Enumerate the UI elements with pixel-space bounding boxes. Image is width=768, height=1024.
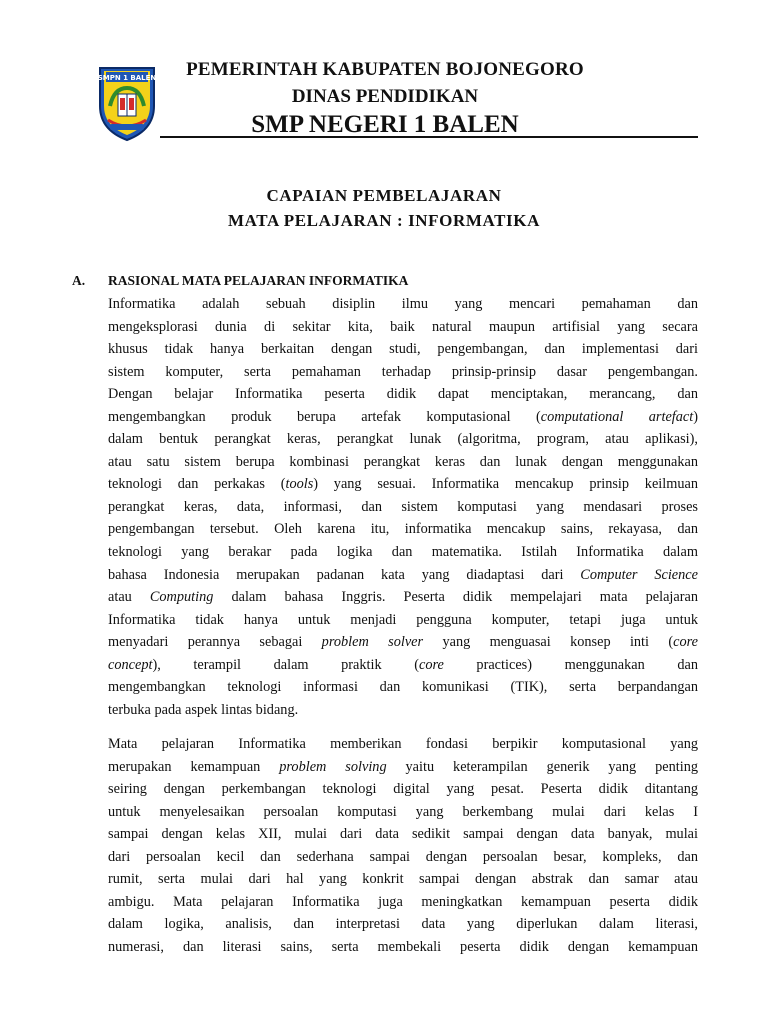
title-line-2: MATA PELAJARAN : INFORMATIKA	[228, 211, 540, 230]
text-line: mengembangkan produk berupa artefak komputasional (computational artefact)	[108, 408, 698, 425]
text-line: concept), terampil dalam praktik (core practices) menggunakan dan	[108, 656, 698, 673]
letterhead-divider	[160, 136, 698, 138]
section-title: RASIONAL MATA PELAJARAN INFORMATIKA	[108, 273, 409, 288]
paragraph-rationale	[108, 293, 698, 721]
text-line: sampai dengan kelas XII, mulai dari data sedikit sampai dengan data banyak, mulai	[108, 826, 698, 843]
text-line: menyadari perannya sebagai problem solver yang menguasai konsep inti (core	[108, 634, 698, 651]
paragraph-foundation	[108, 733, 698, 958]
text-line: sistem komputer, serta pemahaman terhadap prinsip-prinsip dasar pengembangan.	[108, 363, 698, 380]
letterhead	[0, 0, 768, 150]
section-number: A.	[72, 273, 86, 288]
text-line: khusus tidak hanya berkaitan dengan studi, pengembangan, dan implementasi dari	[108, 341, 698, 358]
text-line: untuk menyelesaikan persoalan komputasi yang berkembang mulai dari kelas I	[108, 803, 698, 820]
letterhead-government: PEMERINTAH KABUPATEN BOJONEGORO	[186, 59, 584, 80]
text-line: pengembangan tersebut. Oleh karena itu, informatika mencakup sains, rekayasa, dan	[108, 521, 698, 538]
text-line: bahasa Indonesia merupakan padanan kata yang diadaptasi dari Computer Science	[108, 566, 698, 583]
text-line: perangkat keras, data, informasi, dan sistem komputasi yang mendasari proses	[108, 498, 698, 515]
text-line: Informatika adalah sebuah disiplin ilmu yang mencari pemahaman dan	[108, 296, 698, 312]
title-line-1: CAPAIAN PEMBELAJARAN	[266, 186, 502, 205]
text-line: merupakan kemampuan problem solving yaitu keterampilan generik yang penting	[108, 758, 698, 775]
letterhead-department: DINAS PENDIDIKAN	[291, 86, 479, 107]
text-line: seiring dengan perkembangan teknologi digital yang pesat. Peserta didik ditantang	[108, 781, 698, 798]
text-line: atau satu sistem berupa kombinasi perangkat keras dan lunak dengan menggunakan	[108, 453, 698, 470]
text-line: dari persoalan kecil dan sederhana sampai dengan persoalan besar, kompleks, dan	[108, 848, 698, 865]
document-title	[0, 183, 768, 233]
text-line: terbuka pada aspek lintas bidang.	[108, 701, 299, 718]
text-line: mengembangkan teknologi informasi dan komunikasi (TIK), serta berpandangan	[108, 679, 698, 696]
text-line: Dengan belajar Informatika peserta didik dapat menciptakan, merancang, dan	[108, 386, 698, 403]
text-line: atau Computing dalam bahasa Inggris. Peserta didik mempelajari mata pelajaran	[108, 589, 698, 606]
logo-text: SMPN 1 BALEN	[97, 74, 157, 82]
text-line: mengeksplorasi dunia di sekitar kita, baik natural maupun artifisial yang secara	[108, 318, 698, 335]
text-line: numerasi, dan literasi sains, serta membekali peserta didik dengan kemampuan	[108, 938, 698, 955]
text-line: rumit, serta mulai dari hal yang konkrit sampai dengan abstrak dan samar atau	[108, 871, 698, 888]
letterhead-school-name: SMP NEGERI 1 BALEN	[251, 111, 519, 138]
text-line: dalam logika, analisis, dan interpretasi data yang diperlukan dalam literasi,	[108, 916, 698, 933]
text-line: dalam bentuk perangkat keras, perangkat lunak (algoritma, program, atau aplikasi),	[108, 431, 698, 448]
text-line: teknologi dan perkakas (tools) yang sesuai. Informatika mencakup prinsip keilmuan	[108, 476, 698, 493]
text-line: teknologi yang berakar pada logika dan matematika. Istilah Informatika dalam	[108, 544, 698, 561]
text-line: Informatika tidak hanya untuk menjadi pengguna komputer, tetapi juga untuk	[108, 611, 698, 628]
text-line: ambigu. Mata pelajaran Informatika juga meningkatkan kemampuan peserta didik	[108, 893, 698, 910]
school-logo-emblem	[96, 62, 158, 142]
text-line: Mata pelajaran Informatika memberikan fondasi berpikir komputasional yang	[108, 736, 698, 752]
